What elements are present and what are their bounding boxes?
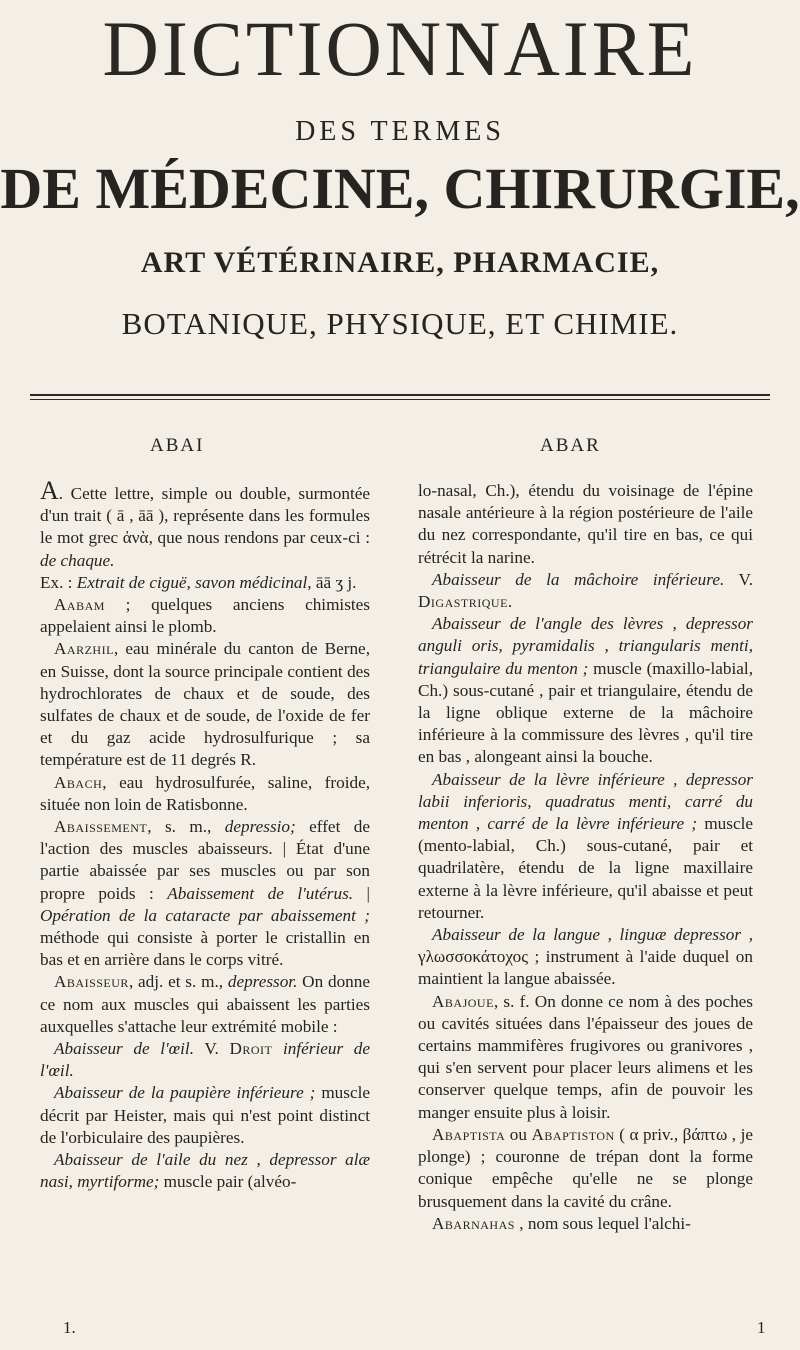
title-dictionnaire: DICTIONNAIRE xyxy=(102,5,698,92)
entry-aarzhil: Aarzhil, eau minérale du canton de Berne, en Suisse, dont la source principale contient des hydrochlorates de chaux et de soude, des sulfates de chaux et de soude, de l'oxide de fer et du gaz acide hydrosulfurique ; sa température est de 11 degrés R. xyxy=(40,639,370,770)
entry-abach: Abach, eau hydrosulfurée, saline, froide, située non loin de Ratisbonne. xyxy=(40,772,370,814)
title-botanique-physique: BOTANIQUE, PHYSIQUE, ET CHIMIE. xyxy=(121,306,679,341)
entry-abaisseur-aile-nez: Abaisseur de l'aile du nez , depressor alæ nasi, myrtiforme; muscle pair (alvéo- xyxy=(40,1150,370,1192)
entry-abaisseur-oeil: Abaisseur de l'œil. V. Droit inférieur de l'œil. xyxy=(40,1039,370,1081)
entry-abaisseur-machoire: Abaisseur de la mâchoire inférieure. V. Digastrique. xyxy=(418,569,753,612)
entry-abaptista: Abaptista ou Abaptiston ( α priv., βάπτω , je plonge) ; couronne de trépan dont la forme conique empêche qu'elle ne se plonge brusquement dans la cavité du crâne. xyxy=(418,1124,753,1211)
entry-abaisseur: Abaisseur, adj. et s. m., depressor. On donne ce nom aux muscles qui abaissent les parties auxquelles s'attache leur extrémité mobile : xyxy=(40,972,370,1036)
entry-abaisseur-langue: Abaisseur de la langue , linguæ depressor , γλωσσοκάτοχος ; instrument à l'aide duquel on maintient la langue abaissée. xyxy=(418,925,753,989)
entry-abaissement: Abaissement, s. m., depressio; effet de l'action des muscles abaisseurs. | État d'une partie abaissée par ses muscles ou par son propre poids : Abaissement de l'utérus. | Opération de la cataracte par abaissement ; méthode qui consiste à porter le cristallin en bas et en arrière dans le corps vitré. xyxy=(40,817,370,970)
entry-a: A. Cette lettre, simple ou double, surmontée d'un trait ( ā , āā ), représente dans les formules le mot grec ἀνὰ, que nous rendons par ceux-ci : de chaque. Ex. : Extrait de ciguë, savon médicinal, āā ʒ j. xyxy=(40,476,370,592)
double-rule-thin xyxy=(30,399,770,400)
title-medecine-chirurgie: DE MÉDECINE, CHIRURGIE, xyxy=(0,156,800,221)
title-des-termes: DES TERMES xyxy=(295,116,505,147)
entry-continuation: lo-nasal, Ch.), étendu du voisinage de l'épine nasale antérieure à la région postérieure de l'aile du nez correspondante, qu'il tire en bas, ce qui rétrécit la narine. xyxy=(418,481,753,567)
signature-mark-left: 1. xyxy=(63,1318,76,1337)
title-art-veterinaire: ART VÉTÉRINAIRE, PHARMACIE, xyxy=(140,246,660,279)
entry-aabam: Aabam ; quelques anciens chimistes appelaient ainsi le plomb. xyxy=(40,595,370,637)
entry-abaisseur-levre-inferieure: Abaisseur de la lèvre inférieure , depressor labii inferioris, quadratus menti, carré du menton , carré de la lèvre inférieure ; muscle (mento-labial, Ch.) sous-cutané, pair et quadrilatère, étendu de la ligne maxillaire externe à la lèvre inférieure, qu'il abaisse et peut retourner. xyxy=(418,769,753,922)
running-head-right: ABAR xyxy=(540,435,601,456)
running-head-left: ABAI xyxy=(150,435,205,456)
left-column xyxy=(40,476,370,1194)
entry-abaisseur-paupiere: Abaisseur de la paupière inférieure ; muscle décrit par Heister, mais qui n'est point distinct de l'orbiculaire des paupières. xyxy=(40,1083,370,1147)
signature-mark-right: 1 xyxy=(757,1318,766,1337)
entry-abajoue: Abajoue, s. f. On donne ce nom à des poches ou cavités situées dans l'épaisseur des joues de certains mammifères frugivores ou granivores , qui s'en servent pour placer leurs alimens et les conserver quelque temps, afin de pouvoir les manger ensuite plus à loisir. xyxy=(418,991,753,1122)
entry-abarnahas: Abarnahas , nom sous lequel l'alchi- xyxy=(432,1213,691,1233)
entry-abaisseur-angle-levres: Abaisseur de l'angle des lèvres , depressor anguli oris, pyramidalis , triangularis menti, triangulaire du menton ; muscle (maxillo-labial, Ch.) sous-cutané , pair et triangulaire, étendu de la ligne oblique externe de la mâchoire inférieure à la commissure des lèvres , qu'il tire en bas , alongeant ainsi la bouche. xyxy=(418,614,753,767)
double-rule-thick xyxy=(30,394,770,396)
right-column xyxy=(418,480,753,1235)
